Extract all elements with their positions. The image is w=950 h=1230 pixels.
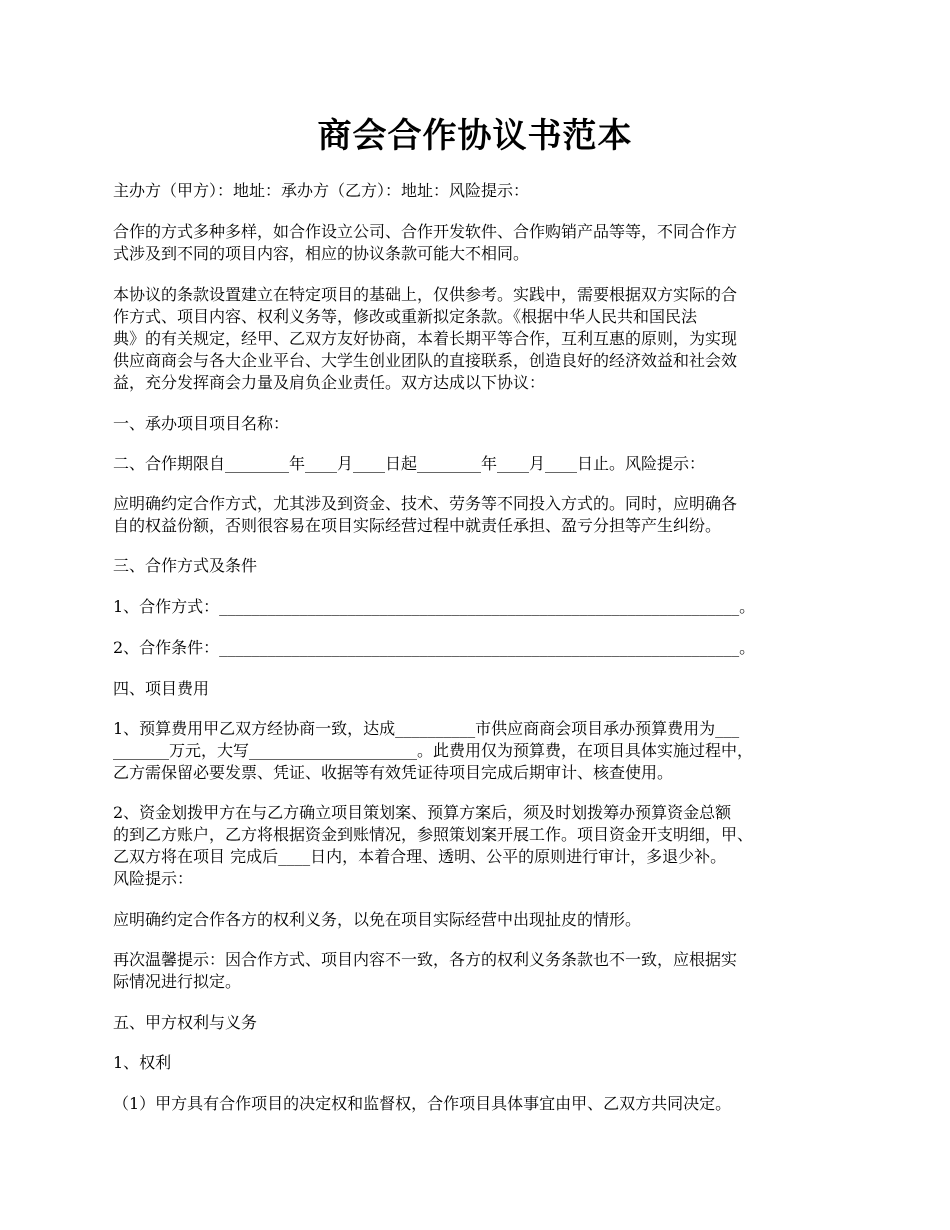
text-line: 典》的有关规定，经甲、乙双方友好协商，本着长期平等合作，互利互惠的原则，为实现 bbox=[113, 329, 738, 348]
text-line: _______万元，大写_____________________。此费用仅为预算费，在项目具体实施过程中， bbox=[113, 741, 754, 760]
paragraph-parties bbox=[113, 180, 853, 202]
text-line: 益，充分发挥商会力量及肩负企业责任。双方达成以下协议： bbox=[113, 373, 546, 392]
text-line: 再次温馨提示：因合作方式、项目内容不一致，各方的权利义务条款也不一致，应根据实 bbox=[113, 950, 738, 969]
paragraph-cooperation-methods bbox=[113, 221, 853, 265]
text-line: 主办方（甲方）：地址：承办方（乙方）：地址：风险提示： bbox=[113, 181, 530, 200]
text-line: 的到乙方账户，乙方将根据资金到账情况，参照策划案开展工作。项目资金开支明细，甲、 bbox=[113, 825, 754, 844]
text-line: 二、合作期限自________年____月____日起________年____月____日止。风险提示： bbox=[113, 454, 706, 473]
section-heading-2 bbox=[113, 453, 853, 475]
paragraph-risk-note bbox=[113, 493, 853, 537]
text-line: 五、甲方权利与义务 bbox=[113, 1013, 258, 1032]
text-line: 四、项目费用 bbox=[113, 679, 210, 698]
section-heading-4 bbox=[113, 678, 853, 700]
paragraph-reminder bbox=[113, 949, 853, 993]
subheading-rights bbox=[113, 1052, 853, 1074]
text-line: 应明确约定合作方式，尤其涉及到资金、技术、劳务等不同投入方式的。同时，应明确各 bbox=[113, 494, 738, 513]
text-line: 本协议的条款设置建立在特定项目的基础上，仅供参考。实践中，需要根据双方实际的合 bbox=[113, 285, 738, 304]
text-line: 1、预算费用甲乙双方经协商一致，达成__________市供应商商会项目承办预算费用为___ bbox=[113, 719, 740, 738]
clause-budget bbox=[113, 718, 853, 784]
text-line: 2、资金划拨甲方在与乙方确立项目策划案、预算方案后，须及时划拨筹办预算资金总额 bbox=[113, 803, 732, 822]
paragraph-rights-note bbox=[113, 909, 853, 931]
text-line: 乙方需保留必要发票、凭证、收据等有效凭证待项目完成后期审计、核查使用。 bbox=[113, 763, 674, 782]
text-line: 风险提示： bbox=[113, 869, 194, 888]
text-line: 作方式、项目内容、权利义务等，修改或重新拟定条款。《根据中华人民共和国民法 bbox=[113, 307, 698, 326]
text-line: （1）甲方具有合作项目的决定权和监督权，合作项目具体事宜由甲、乙双方共同决定。 bbox=[113, 1094, 732, 1113]
text-line: 1、权利 bbox=[113, 1053, 172, 1072]
text-line: 式涉及到不同的项目内容，相应的协议条款可能大不相同。 bbox=[113, 244, 530, 263]
text-line: 2、合作条件：_________________________________________________________________。 bbox=[113, 638, 756, 657]
clause-cooperation-conditions bbox=[113, 637, 853, 659]
section-heading-1 bbox=[113, 413, 853, 435]
text-line: 合作的方式多种多样，如合作设立公司、合作开发软件、合作购销产品等等，不同合作方 bbox=[113, 222, 738, 241]
section-heading-3 bbox=[113, 555, 853, 577]
text-line: 一、承办项目项目名称： bbox=[113, 414, 290, 433]
section-heading-5 bbox=[113, 1012, 853, 1034]
text-line: 乙双方将在项目 完成后____日内，本着合理、透明、公平的原则进行审计，多退少补。 bbox=[113, 847, 727, 866]
clause-cooperation-method bbox=[113, 596, 853, 618]
text-line: 三、合作方式及条件 bbox=[113, 556, 258, 575]
clause-party-a-rights-1 bbox=[113, 1093, 853, 1115]
text-line: 1、合作方式：_________________________________________________________________。 bbox=[113, 597, 756, 616]
text-line: 际情况进行拟定。 bbox=[113, 972, 242, 991]
text-line: 应明确约定合作各方的权利义务，以免在项目实际经营中出现扯皮的情形。 bbox=[113, 910, 642, 929]
clause-funding bbox=[113, 802, 853, 890]
text-line: 自的权益份额，否则很容易在项目实际经营过程中就责任承担、盈亏分担等产生纠纷。 bbox=[113, 516, 722, 535]
paragraph-preamble bbox=[113, 284, 853, 394]
document-title: 商会合作协议书范本 bbox=[317, 116, 633, 156]
text-line: 供应商商会与各大企业平台、大学生创业团队的直接联系，创造良好的经济效益和社会效 bbox=[113, 351, 738, 370]
